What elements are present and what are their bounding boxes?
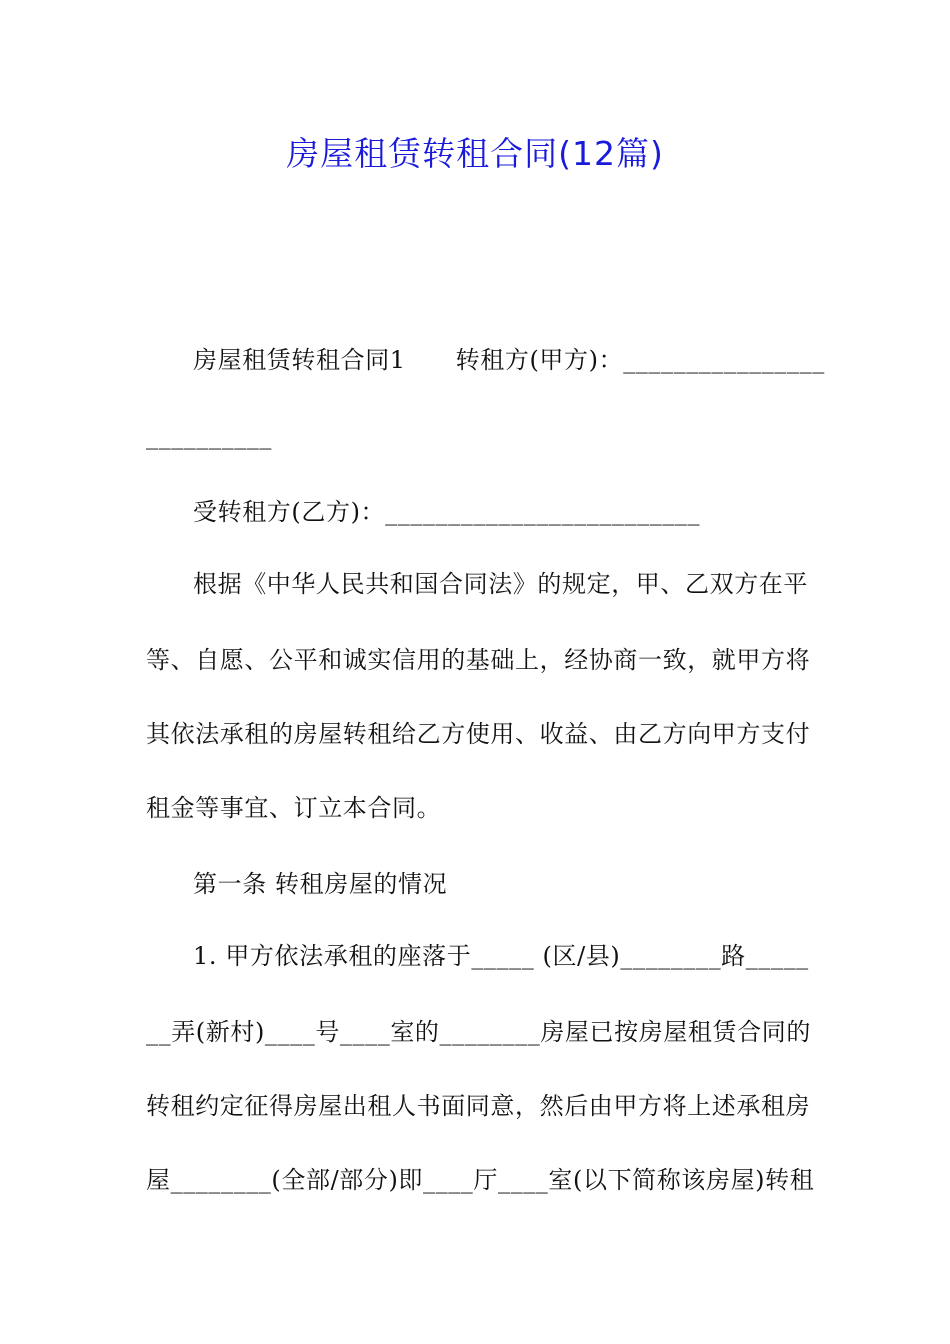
paragraph-line: 转租约定征得房屋出租人书面同意，然后由甲方将上述承租房: [146, 1092, 811, 1120]
section-heading: 第一条 转租房屋的情况: [193, 870, 448, 898]
paragraph-line: [193, 342, 853, 378]
paragraph-line: __弄(新村)____号____室的________房屋已按房屋租赁合同的: [146, 1018, 811, 1046]
document-title: 房屋租赁转租合同(12篇): [286, 134, 664, 173]
sublessee-field: 受转租方(乙方)：_________________________: [193, 498, 701, 526]
paragraph-line: __________: [146, 422, 272, 450]
contract-subtitle: 房屋租赁转租合同1: [193, 346, 406, 374]
paragraph-line: 1. 甲方依法承租的座落于_____ (区/县)________路_____: [193, 942, 809, 970]
paragraph-line: 等、自愿、公平和诚实信用的基础上，经协商一致，就甲方将: [146, 646, 811, 674]
sublessor-field: 转租方(甲方)：________________: [455, 346, 825, 374]
paragraph-line: 根据《中华人民共和国合同法》的规定，甲、乙双方在平: [193, 570, 808, 598]
paragraph-line: 租金等事宜、订立本合同。: [146, 794, 442, 822]
paragraph-line: 其依法承租的房屋转租给乙方使用、收益、由乙方向甲方支付: [146, 720, 811, 748]
paragraph-line: 屋________(全部/部分)即____厅____室(以下简称该房屋)转租: [146, 1166, 815, 1194]
